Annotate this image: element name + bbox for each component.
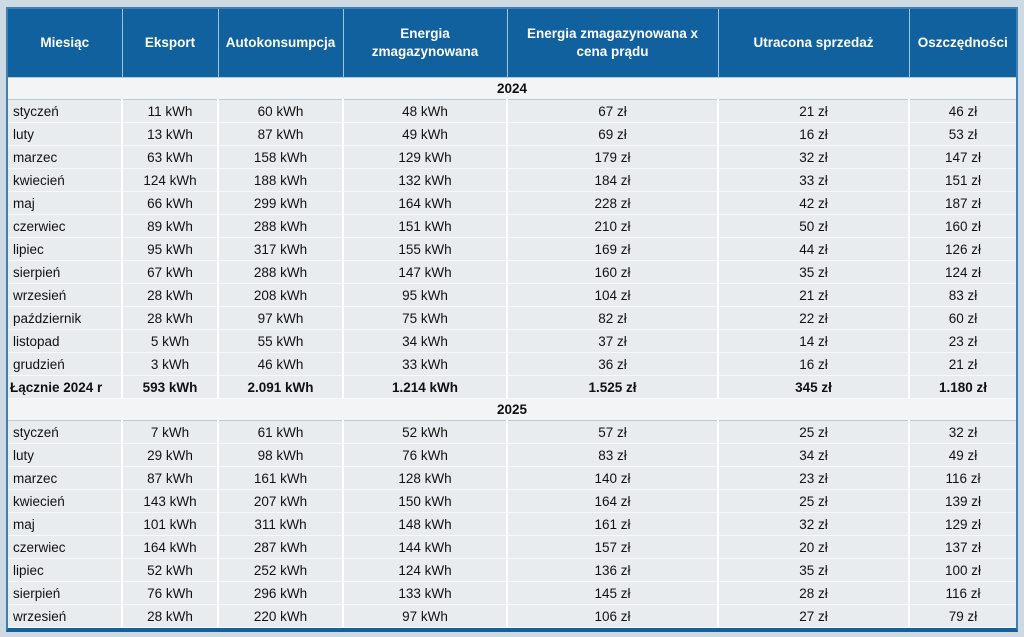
value-cell: 317 kWh: [218, 238, 343, 261]
header-oszczednosci: Oszczędności: [909, 9, 1016, 78]
value-cell: 61 kWh: [218, 421, 343, 444]
header-row: [8, 9, 1016, 78]
month-cell: czerwiec: [8, 536, 122, 559]
value-cell: 67 zł: [507, 100, 718, 123]
value-cell: 50 zł: [718, 215, 909, 238]
value-cell: 75 kWh: [343, 307, 507, 330]
value-cell: 44 zł: [718, 238, 909, 261]
value-cell: 66 kWh: [122, 192, 218, 215]
value-cell: 187 zł: [909, 192, 1016, 215]
value-cell: 21 zł: [718, 100, 909, 123]
value-cell: 220 kWh: [218, 605, 343, 628]
value-cell: 79 zł: [909, 605, 1016, 628]
table-row: [8, 467, 1016, 490]
value-cell: 23 zł: [718, 467, 909, 490]
table-row: [8, 536, 1016, 559]
value-cell: 143 kWh: [122, 490, 218, 513]
table-row: [8, 513, 1016, 536]
table-row: [8, 284, 1016, 307]
value-cell: 87 kWh: [218, 123, 343, 146]
value-cell: 82 zł: [507, 307, 718, 330]
total-label-cell: Łącznie 2024 r: [8, 376, 122, 399]
value-cell: 89 kWh: [122, 215, 218, 238]
value-cell: 35 zł: [718, 559, 909, 582]
value-cell: 164 kWh: [343, 192, 507, 215]
value-cell: 100 zł: [909, 559, 1016, 582]
value-cell: 7 kWh: [122, 421, 218, 444]
value-cell: 129 zł: [909, 513, 1016, 536]
value-cell: 95 kWh: [343, 284, 507, 307]
value-cell: 69 zł: [507, 123, 718, 146]
month-cell: lipiec: [8, 559, 122, 582]
value-cell: 67 kWh: [122, 261, 218, 284]
value-cell: 36 zł: [507, 353, 718, 376]
value-cell: 106 zł: [507, 605, 718, 628]
value-cell: 49 zł: [909, 444, 1016, 467]
table-row: [8, 330, 1016, 353]
value-cell: 132 kWh: [343, 169, 507, 192]
value-cell: 137 zł: [909, 536, 1016, 559]
table-row: [8, 169, 1016, 192]
value-cell: 139 zł: [909, 490, 1016, 513]
value-cell: 42 zł: [718, 192, 909, 215]
value-cell: 48 kWh: [343, 100, 507, 123]
value-cell: 34 kWh: [343, 330, 507, 353]
value-cell: 147 zł: [909, 146, 1016, 169]
total-value-cell: 345 zł: [718, 376, 909, 399]
value-cell: 28 kWh: [122, 284, 218, 307]
value-cell: 160 zł: [909, 215, 1016, 238]
total-value-cell: 2.091 kWh: [218, 376, 343, 399]
header-utracona: Utracona sprzedaż: [718, 9, 909, 78]
value-cell: 128 kWh: [343, 467, 507, 490]
value-cell: 11 kWh: [122, 100, 218, 123]
value-cell: 151 zł: [909, 169, 1016, 192]
table-row: [8, 605, 1016, 628]
table-row: [8, 559, 1016, 582]
value-cell: 49 kWh: [343, 123, 507, 146]
month-cell: styczeń: [8, 421, 122, 444]
value-cell: 148 kWh: [343, 513, 507, 536]
value-cell: 299 kWh: [218, 192, 343, 215]
value-cell: 14 zł: [718, 330, 909, 353]
month-cell: grudzień: [8, 353, 122, 376]
value-cell: 210 zł: [507, 215, 718, 238]
value-cell: 32 zł: [909, 421, 1016, 444]
value-cell: 97 kWh: [218, 307, 343, 330]
value-cell: 28 kWh: [122, 605, 218, 628]
table-row: [8, 192, 1016, 215]
header-energia-cena: Energia zmagazynowana x cena prądu: [507, 9, 718, 78]
value-cell: 29 kWh: [122, 444, 218, 467]
total-value-cell: 1.525 zł: [507, 376, 718, 399]
value-cell: 52 kWh: [122, 559, 218, 582]
total-value-cell: 1.180 zł: [909, 376, 1016, 399]
value-cell: 60 kWh: [218, 100, 343, 123]
month-cell: wrzesień: [8, 284, 122, 307]
total-value-cell: 593 kWh: [122, 376, 218, 399]
value-cell: 52 kWh: [343, 421, 507, 444]
month-cell: sierpień: [8, 261, 122, 284]
value-cell: 27 zł: [718, 605, 909, 628]
value-cell: 25 zł: [718, 421, 909, 444]
value-cell: 126 zł: [909, 238, 1016, 261]
value-cell: 32 zł: [718, 146, 909, 169]
month-cell: marzec: [8, 146, 122, 169]
table-row: [8, 261, 1016, 284]
value-cell: 104 zł: [507, 284, 718, 307]
value-cell: 207 kWh: [218, 490, 343, 513]
value-cell: 98 kWh: [218, 444, 343, 467]
value-cell: 16 zł: [718, 123, 909, 146]
value-cell: 124 zł: [909, 261, 1016, 284]
month-cell: listopad: [8, 330, 122, 353]
month-cell: sierpień: [8, 582, 122, 605]
value-cell: 116 zł: [909, 467, 1016, 490]
header-miesiac: Miesiąc: [8, 9, 122, 78]
table-row: [8, 146, 1016, 169]
value-cell: 33 kWh: [343, 353, 507, 376]
energy-table-frame: [6, 7, 1018, 632]
value-cell: 13 kWh: [122, 123, 218, 146]
month-cell: lipiec: [8, 238, 122, 261]
value-cell: 150 kWh: [343, 490, 507, 513]
value-cell: 288 kWh: [218, 215, 343, 238]
value-cell: 28 zł: [718, 582, 909, 605]
value-cell: 3 kWh: [122, 353, 218, 376]
value-cell: 155 kWh: [343, 238, 507, 261]
value-cell: 158 kWh: [218, 146, 343, 169]
value-cell: 311 kWh: [218, 513, 343, 536]
value-cell: 55 kWh: [218, 330, 343, 353]
value-cell: 33 zł: [718, 169, 909, 192]
header-eksport: Eksport: [122, 9, 218, 78]
value-cell: 87 kWh: [122, 467, 218, 490]
month-cell: styczeń: [8, 100, 122, 123]
value-cell: 25 zł: [718, 490, 909, 513]
table-row: [8, 444, 1016, 467]
table-body: [8, 78, 1016, 628]
value-cell: 169 zł: [507, 238, 718, 261]
value-cell: 83 zł: [909, 284, 1016, 307]
value-cell: 35 zł: [718, 261, 909, 284]
value-cell: 140 zł: [507, 467, 718, 490]
value-cell: 32 zł: [718, 513, 909, 536]
total-value-cell: 1.214 kWh: [343, 376, 507, 399]
month-cell: październik: [8, 307, 122, 330]
value-cell: 164 kWh: [122, 536, 218, 559]
section-year-label: 2024: [8, 78, 1016, 100]
table-row: [8, 100, 1016, 123]
table-row: [8, 582, 1016, 605]
month-cell: luty: [8, 444, 122, 467]
value-cell: 288 kWh: [218, 261, 343, 284]
month-cell: marzec: [8, 467, 122, 490]
value-cell: 151 kWh: [343, 215, 507, 238]
value-cell: 296 kWh: [218, 582, 343, 605]
value-cell: 57 zł: [507, 421, 718, 444]
value-cell: 188 kWh: [218, 169, 343, 192]
value-cell: 124 kWh: [122, 169, 218, 192]
total-row: [8, 376, 1016, 399]
value-cell: 179 zł: [507, 146, 718, 169]
month-cell: maj: [8, 192, 122, 215]
value-cell: 184 zł: [507, 169, 718, 192]
value-cell: 124 kWh: [343, 559, 507, 582]
month-cell: kwiecień: [8, 169, 122, 192]
value-cell: 133 kWh: [343, 582, 507, 605]
value-cell: 136 zł: [507, 559, 718, 582]
section-year-row: [8, 78, 1016, 100]
table-row: [8, 123, 1016, 146]
month-cell: wrzesień: [8, 605, 122, 628]
value-cell: 116 zł: [909, 582, 1016, 605]
value-cell: 21 zł: [909, 353, 1016, 376]
value-cell: 287 kWh: [218, 536, 343, 559]
value-cell: 23 zł: [909, 330, 1016, 353]
value-cell: 164 zł: [507, 490, 718, 513]
value-cell: 160 zł: [507, 261, 718, 284]
table-row: [8, 490, 1016, 513]
value-cell: 34 zł: [718, 444, 909, 467]
value-cell: 63 kWh: [122, 146, 218, 169]
month-cell: luty: [8, 123, 122, 146]
value-cell: 147 kWh: [343, 261, 507, 284]
value-cell: 208 kWh: [218, 284, 343, 307]
table-row: [8, 353, 1016, 376]
value-cell: 20 zł: [718, 536, 909, 559]
value-cell: 129 kWh: [343, 146, 507, 169]
value-cell: 161 kWh: [218, 467, 343, 490]
value-cell: 76 kWh: [343, 444, 507, 467]
value-cell: 16 zł: [718, 353, 909, 376]
value-cell: 76 kWh: [122, 582, 218, 605]
table-row: [8, 215, 1016, 238]
value-cell: 21 zł: [718, 284, 909, 307]
header-autokonsumpcja: Autokonsumpcja: [218, 9, 343, 78]
table-row: [8, 307, 1016, 330]
month-cell: maj: [8, 513, 122, 536]
value-cell: 46 zł: [909, 100, 1016, 123]
section-year-row: [8, 399, 1016, 421]
header-energia: Energia zmagazynowana: [343, 9, 507, 78]
value-cell: 37 zł: [507, 330, 718, 353]
value-cell: 161 zł: [507, 513, 718, 536]
value-cell: 5 kWh: [122, 330, 218, 353]
value-cell: 157 zł: [507, 536, 718, 559]
value-cell: 252 kWh: [218, 559, 343, 582]
table-header: [8, 9, 1016, 78]
value-cell: 83 zł: [507, 444, 718, 467]
month-cell: kwiecień: [8, 490, 122, 513]
month-cell: czerwiec: [8, 215, 122, 238]
value-cell: 60 zł: [909, 307, 1016, 330]
value-cell: 95 kWh: [122, 238, 218, 261]
value-cell: 28 kWh: [122, 307, 218, 330]
section-year-label: 2025: [8, 399, 1016, 421]
value-cell: 46 kWh: [218, 353, 343, 376]
value-cell: 145 zł: [507, 582, 718, 605]
value-cell: 53 zł: [909, 123, 1016, 146]
value-cell: 101 kWh: [122, 513, 218, 536]
value-cell: 228 zł: [507, 192, 718, 215]
value-cell: 97 kWh: [343, 605, 507, 628]
value-cell: 144 kWh: [343, 536, 507, 559]
table-row: [8, 421, 1016, 444]
value-cell: 22 zł: [718, 307, 909, 330]
energy-table: [8, 9, 1016, 628]
table-row: [8, 238, 1016, 261]
